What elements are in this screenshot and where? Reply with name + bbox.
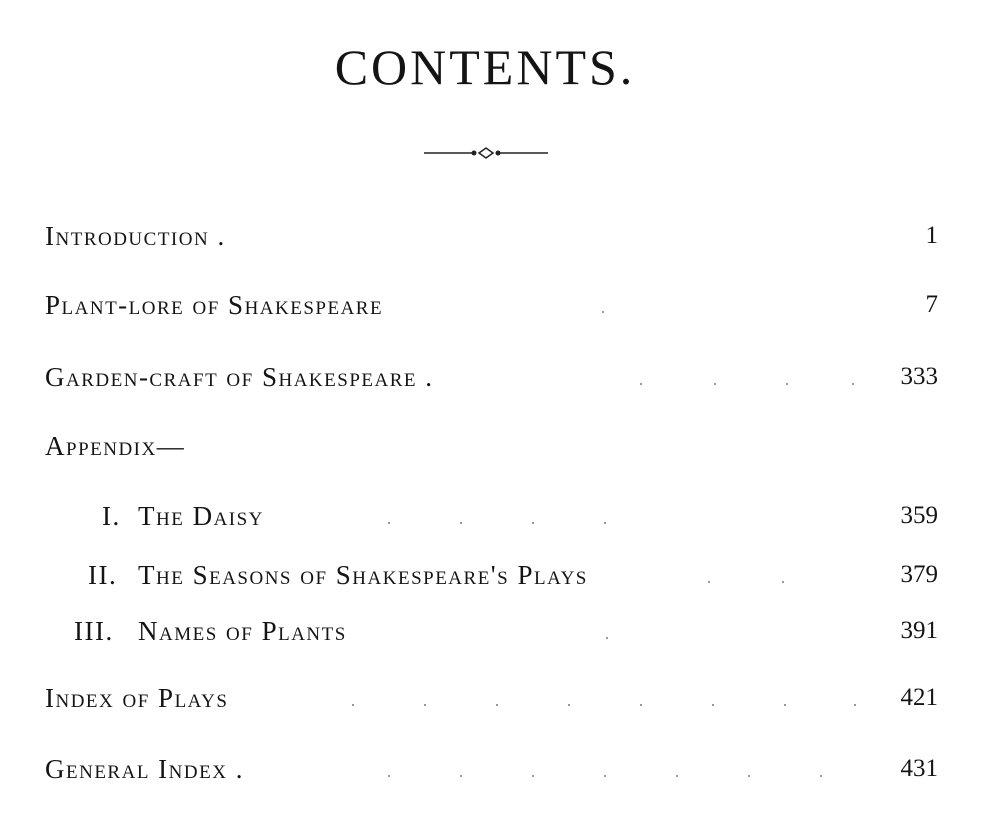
leader-dot xyxy=(714,383,716,385)
entry-label: Plant-lore of Shakespeare xyxy=(45,290,384,320)
toc-entry-seasons[interactable] xyxy=(0,555,1000,595)
entry-label: Appendix— xyxy=(45,431,186,461)
entry-numeral: I. xyxy=(102,501,121,531)
toc-entry-names-of-plants[interactable] xyxy=(0,611,1000,651)
toc-entry-index-of-plays[interactable] xyxy=(0,678,1000,718)
entry-page-number: 421 xyxy=(900,684,938,711)
flourish-rule-icon xyxy=(424,145,548,165)
toc-entry-daisy[interactable] xyxy=(0,496,1000,536)
toc-entry-plant-lore[interactable] xyxy=(0,285,1000,325)
toc-entry-general-index[interactable] xyxy=(0,749,1000,789)
leader-dot xyxy=(532,775,534,777)
entry-page-number: 379 xyxy=(900,561,938,588)
leader-dot xyxy=(352,704,354,706)
entry-numeral: II. xyxy=(88,560,118,590)
entry-label: Index of Plays xyxy=(45,683,229,713)
entry-page-number: 7 xyxy=(925,291,938,318)
toc-entry-appendix[interactable] xyxy=(0,426,1000,466)
leader-dot xyxy=(712,704,714,706)
leader-dot xyxy=(784,704,786,706)
entry-label: The Daisy xyxy=(138,501,264,531)
leader-dot xyxy=(388,775,390,777)
entry-numeral: III. xyxy=(74,616,114,646)
leader-dot xyxy=(708,581,710,583)
leader-dot xyxy=(424,704,426,706)
entry-label: Introduction . xyxy=(45,221,226,251)
entry-label: Names of Plants xyxy=(138,616,347,646)
leader-dot xyxy=(388,522,390,524)
leader-dot xyxy=(496,704,498,706)
leader-dot xyxy=(676,775,678,777)
leader-dot xyxy=(854,704,856,706)
leader-dot xyxy=(460,775,462,777)
leader-dot xyxy=(748,775,750,777)
leader-dot xyxy=(782,581,784,583)
entry-page-number: 391 xyxy=(900,617,938,644)
leader-dot xyxy=(568,704,570,706)
leader-dot xyxy=(604,775,606,777)
toc-entry-garden-craft[interactable] xyxy=(0,357,1000,397)
page-title: CONTENTS. xyxy=(334,39,636,95)
entry-page-number: 431 xyxy=(900,755,938,782)
leader-dot xyxy=(640,383,642,385)
entry-page-number: 1 xyxy=(925,222,938,249)
entry-label: General Index . xyxy=(45,754,244,784)
leader-dot xyxy=(786,383,788,385)
leader-dot xyxy=(606,637,608,639)
leader-dot xyxy=(532,522,534,524)
leader-dot xyxy=(820,775,822,777)
entry-page-number: 333 xyxy=(900,363,938,390)
entry-label: The Seasons of Shakespeare's Plays xyxy=(138,560,588,590)
leader-dot xyxy=(640,704,642,706)
leader-dot xyxy=(604,522,606,524)
entry-page-number: 359 xyxy=(900,502,938,529)
leader-dot xyxy=(852,383,854,385)
entry-label: Garden-craft of Shakespeare . xyxy=(45,362,434,392)
toc-entry-introduction[interactable] xyxy=(0,216,1000,256)
leader-dot xyxy=(602,311,604,313)
leader-dot xyxy=(460,522,462,524)
